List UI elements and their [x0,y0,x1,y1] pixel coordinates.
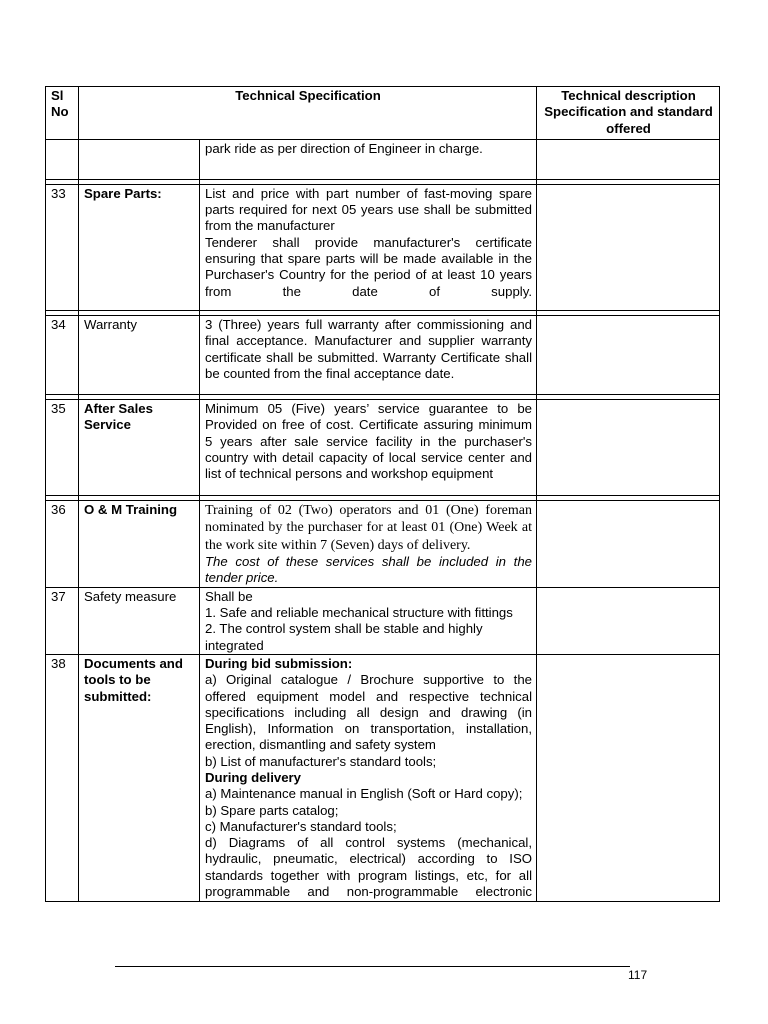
offered-cell [537,654,720,901]
spec-cell [200,400,537,495]
spec-line: 1. Safe and reliable mechanical structure with fittings [205,605,513,621]
offered-cell [537,315,720,394]
spec-cell [200,184,537,310]
sl-cell [46,139,79,179]
header-sl-no: Sl No [46,87,79,140]
item-cell: Documents and tools to be submitted: [79,654,200,901]
table-row [46,500,720,587]
spec-subheading: During bid submission: [205,655,353,671]
table-row [46,400,720,495]
spec-line: 3 (Three) years full warranty after commissioning and final acceptance. Manufacturer and supplier warranty certificate shall be submitted. Warranty Certificate shall be counted from the final acceptance date. [205,316,532,381]
header-offered: Technical description Specification and standard offered [537,87,720,140]
spec-line: Shall be [205,588,253,604]
spec-line: d) Diagrams of all control systems (mechanical, hydraulic, pneumatic, electrical) according to ISO standards together with program listings, etc, for all programmable and non-programmable electronic [205,835,532,900]
sl-cell: 36 [46,500,79,587]
sl-cell: 37 [46,587,79,654]
spec-line: 2. The control system shall be stable and highly integrated [205,621,483,653]
spec-cell [200,654,537,901]
item-cell: Safety measure [79,587,200,654]
table-row [46,587,720,654]
spec-line: Training of 02 (Two) operators and 01 (One) foreman nominated by the purchaser for at least 01 (One) Week at the work site within 7 (Seven) days of delivery. [205,502,532,553]
spec-cell [200,139,537,179]
item-cell [79,139,200,179]
offered-cell [537,587,720,654]
spec-table-container [45,86,719,902]
spec-cell [200,500,537,587]
header-technical-specification: Technical Specification [79,87,537,140]
footer-rule [115,966,630,967]
spec-cell [200,315,537,394]
table-row [46,315,720,394]
spec-line: b) Spare parts catalog; [205,802,339,818]
item-cell: After Sales Service [79,400,200,495]
sl-cell: 33 [46,184,79,310]
spec-line: Minimum 05 (Five) years’ service guarantee to be Provided on free of cost. Certificate assuring minimum 5 years after sale service facility in the purchaser's country with detail capacity of local service center and list of technical persons and workshop equipment [205,401,532,482]
spec-line: b) List of manufacturer's standard tools; [205,753,437,769]
sl-cell: 35 [46,400,79,495]
spec-subheading: During delivery [205,770,302,785]
offered-cell [537,139,720,179]
item-cell: Spare Parts: [79,184,200,310]
offered-cell [537,500,720,587]
spec-line: park ride as per direction of Engineer in charge. [205,140,483,156]
offered-cell [537,184,720,310]
spec-line: The cost of these services shall be included in the tender price. [205,554,532,586]
spec-table [45,86,720,902]
item-cell: Warranty [79,315,200,394]
spec-line: c) Manufacturer's standard tools; [205,818,397,834]
header-row [46,87,720,140]
table-row [46,184,720,310]
offered-cell [537,400,720,495]
sl-cell: 34 [46,315,79,394]
spec-line: List and price with part number of fast-moving spare parts required for next 05 years use shall be submitted from the manufacturer [205,185,532,234]
page-number: 117 [628,968,648,982]
table-row [46,139,720,179]
spec-line: a) Maintenance manual in English (Soft or Hard copy); [205,786,523,802]
spec-line: Tenderer shall provide manufacturer's certificate ensuring that spare parts will be made available in the Purchaser's Country for the period of at least 10 years from the date of supply. [205,234,532,299]
sl-cell: 38 [46,654,79,901]
table-row [46,654,720,901]
spec-cell [200,587,537,654]
spec-line: a) Original catalogue / Brochure supportive to the offered equipment model and respective technical specifications including all design and drawing (in English), Information on transportation, installation, erection, dismantling and safety system [205,672,532,753]
item-cell: O & M Training [79,500,200,587]
